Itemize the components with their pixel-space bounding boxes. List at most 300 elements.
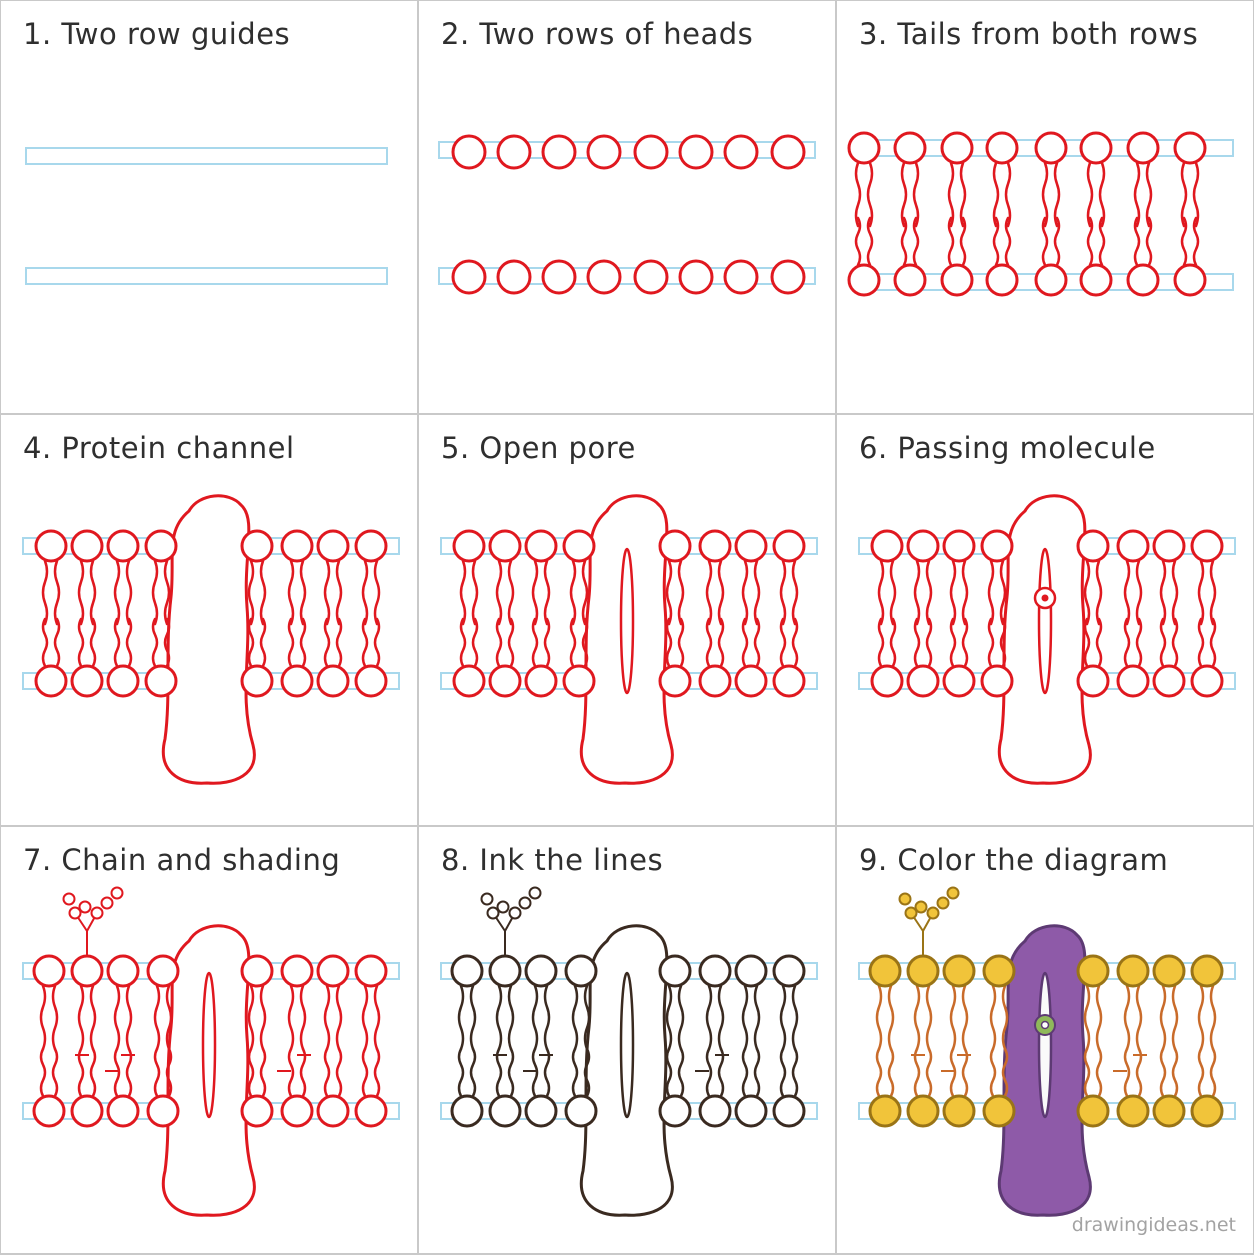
lipid-head — [452, 956, 482, 986]
lipid-tail — [991, 986, 995, 1049]
lipid-tail — [289, 619, 293, 666]
lipid-tail — [533, 619, 537, 666]
lipid-head — [282, 956, 312, 986]
lipid-head — [490, 1096, 520, 1126]
guide-lines — [439, 142, 815, 284]
lipid-tail — [571, 561, 575, 624]
lipid-tail — [902, 163, 906, 226]
lipid-head — [774, 531, 804, 561]
lipid-tail — [471, 986, 475, 1049]
lipid-tail — [509, 619, 513, 666]
step-panel-6 — [835, 413, 1254, 827]
lipid-tail — [989, 561, 993, 624]
lipid-head — [942, 265, 972, 295]
lipid-tail — [533, 561, 537, 624]
lipid-tail — [289, 986, 293, 1049]
lipid-head — [72, 531, 102, 561]
lipid-tail — [927, 986, 931, 1049]
lipid-head — [774, 956, 804, 986]
lipid-tail — [79, 619, 83, 666]
lipid-tail — [1211, 986, 1215, 1049]
lipid-head — [1081, 265, 1111, 295]
lipid-tail — [793, 1049, 797, 1096]
lipid-tail — [781, 986, 785, 1049]
site-watermark: drawingideas.net — [1071, 1214, 1236, 1236]
lipid-tail — [325, 619, 329, 666]
lipid-tail — [573, 1049, 577, 1096]
step-8-drawing — [419, 827, 837, 1255]
lipid-tail — [1097, 561, 1101, 624]
lipid-tail — [1199, 986, 1203, 1049]
lipid-head — [454, 666, 484, 696]
lipid-tail — [889, 986, 893, 1049]
lipid-head — [774, 666, 804, 696]
lipid-head — [1081, 133, 1111, 163]
lipid-tail — [127, 619, 131, 666]
lipid-tail — [509, 986, 513, 1049]
lipid-tail — [1055, 163, 1059, 226]
lipid-tail — [915, 986, 919, 1049]
lipid-head — [1118, 956, 1148, 986]
protein-channel — [163, 496, 254, 783]
lipid-head — [987, 265, 1017, 295]
lipid-head — [242, 666, 272, 696]
lipid-tail — [337, 1049, 341, 1096]
lipid-tail — [55, 561, 59, 624]
lipid-tail — [1137, 986, 1141, 1049]
lipid-head — [148, 956, 178, 986]
lipid-tail — [337, 561, 341, 624]
lipid-tail — [261, 561, 265, 624]
step-title: 7. Chain and shading — [23, 843, 341, 877]
lipid-head — [454, 531, 484, 561]
lipid-head — [984, 956, 1014, 986]
lipid-tail — [43, 619, 47, 666]
lipid-head — [700, 1096, 730, 1126]
lipid-tail — [127, 1049, 131, 1096]
lipid-tail — [573, 986, 577, 1049]
sugar-bead — [482, 894, 493, 905]
lipid-tail — [707, 1049, 711, 1096]
lipid-tail — [1100, 163, 1104, 226]
step-title: 5. Open pore — [441, 431, 636, 465]
step-5-drawing — [419, 415, 837, 827]
lipid-head — [944, 956, 974, 986]
lipid-tail — [545, 1049, 549, 1096]
lipid-tail — [301, 619, 305, 666]
lipid-head — [908, 956, 938, 986]
lipid-head — [452, 1096, 482, 1126]
sugar-bead — [928, 908, 939, 919]
lipid-tail — [1125, 986, 1129, 1049]
sugar-bead — [488, 908, 499, 919]
lipid-tail — [325, 561, 329, 624]
lipid-head — [356, 956, 386, 986]
lipid-tail — [951, 561, 955, 624]
lipid-head — [1036, 265, 1066, 295]
step-1-drawing — [1, 1, 419, 415]
lipid-tail — [1097, 1049, 1101, 1096]
lipid-tail — [91, 986, 95, 1049]
lipid-tail — [363, 619, 367, 666]
lipid-tail — [473, 619, 477, 666]
lipid-head — [908, 666, 938, 696]
lipid-tail — [856, 163, 860, 226]
step-panel-8 — [417, 825, 837, 1255]
lipid-head — [736, 956, 766, 986]
lipid-tail — [497, 561, 501, 624]
lipid-tail — [667, 619, 671, 666]
lipid-tail — [1085, 1049, 1089, 1096]
lipid-head — [1154, 956, 1184, 986]
lipid-tail — [743, 561, 747, 624]
step-title: 6. Passing molecule — [859, 431, 1156, 465]
lipid-head — [566, 956, 596, 986]
channel-pore — [1039, 973, 1051, 1117]
lipid-tail — [879, 561, 883, 624]
lipid-tail — [667, 986, 671, 1049]
lipid-tail — [55, 619, 59, 666]
lipid-head — [870, 956, 900, 986]
lipid-tail — [877, 986, 881, 1049]
lipid-head — [108, 666, 138, 696]
step-title: 8. Ink the lines — [441, 843, 664, 877]
lipid-tail — [459, 1049, 463, 1096]
lipid-head — [660, 666, 690, 696]
lipid-tail — [289, 1049, 293, 1096]
lipid-tail — [1161, 1049, 1165, 1096]
lipid-head — [566, 1096, 596, 1126]
lipid-head — [1192, 956, 1222, 986]
lipid-head — [36, 666, 66, 696]
lipid-head — [849, 133, 879, 163]
lipid-tail — [1173, 619, 1177, 666]
lipid-head — [1118, 1096, 1148, 1126]
lipid-tail — [951, 986, 955, 1049]
lipid-tail — [1137, 1049, 1141, 1096]
lipid-head — [1078, 531, 1108, 561]
lipid-head — [242, 956, 272, 986]
lipid-tail — [461, 619, 465, 666]
lipid-tail — [679, 619, 683, 666]
lipid-tail — [249, 619, 253, 666]
lipid-tail — [1088, 163, 1092, 226]
lipid-tail — [1147, 163, 1151, 226]
lipid-tail — [951, 1049, 955, 1096]
lipid-tail — [153, 561, 157, 624]
step-6-drawing — [837, 415, 1254, 827]
lipid-tail — [337, 986, 341, 1049]
lipid-head — [660, 1096, 690, 1126]
lipid-tail — [375, 986, 379, 1049]
lipid-head — [356, 1096, 386, 1126]
lipid-head — [944, 531, 974, 561]
lipid-tail — [53, 986, 57, 1049]
lipid-head — [108, 956, 138, 986]
lipid-tail — [363, 1049, 367, 1096]
lipid-head — [1175, 265, 1205, 295]
lipid-tail — [891, 561, 895, 624]
lipid-tail — [363, 986, 367, 1049]
lipid-tail — [927, 619, 931, 666]
lipid-tail — [1173, 561, 1177, 624]
lipid-head — [356, 666, 386, 696]
lipid-tail — [497, 1049, 501, 1096]
lipid-tail — [41, 986, 45, 1049]
lipid-tail — [927, 561, 931, 624]
lipid-head — [984, 1096, 1014, 1126]
lipid-tail — [261, 619, 265, 666]
lipid-head — [1154, 666, 1184, 696]
lipid-head — [1154, 1096, 1184, 1126]
lipid-tail — [301, 561, 305, 624]
lipid-head — [774, 1096, 804, 1126]
lipid-head — [1078, 1096, 1108, 1126]
lipid-tail — [1199, 619, 1203, 666]
lipid-tail — [497, 986, 501, 1049]
lipid-tail — [79, 986, 83, 1049]
lipid-tail — [497, 619, 501, 666]
lipid-tail — [545, 986, 549, 1049]
sugar-bead — [938, 898, 949, 909]
lipid-head — [318, 1096, 348, 1126]
channel-pore — [621, 973, 633, 1117]
lipid-head — [1175, 133, 1205, 163]
lipid-tail — [1043, 163, 1047, 226]
lipid-tail — [363, 561, 367, 624]
lipid-head — [700, 531, 730, 561]
lipid-tail — [1085, 619, 1089, 666]
step-title: 1. Two row guides — [23, 17, 291, 51]
lipid-tail — [127, 986, 131, 1049]
lipid-head — [34, 1096, 64, 1126]
lipid-tail — [963, 1049, 967, 1096]
lipid-tail — [707, 619, 711, 666]
lipid-head — [36, 531, 66, 561]
lipid-head — [660, 531, 690, 561]
lipid-head — [146, 531, 176, 561]
lipid-head — [282, 531, 312, 561]
sugar-bead — [948, 888, 959, 899]
lipid-head — [1036, 133, 1066, 163]
lipid-tail — [781, 619, 785, 666]
step-panel-3 — [835, 0, 1254, 415]
lipid-tail — [707, 561, 711, 624]
lipid-tail — [1097, 986, 1101, 1049]
lipid-tail — [325, 986, 329, 1049]
top-guide-line — [26, 148, 387, 164]
lipid-tail — [963, 561, 967, 624]
lipid-tail — [301, 986, 305, 1049]
lipid-head — [1118, 531, 1148, 561]
lipid-tail — [545, 619, 549, 666]
lipid-tail — [79, 1049, 83, 1096]
lipid-head — [1192, 531, 1222, 561]
step-9-drawing — [837, 827, 1254, 1255]
lipid-tail — [915, 561, 919, 624]
glycan-stem — [75, 913, 97, 957]
bottom-guide-line — [26, 268, 387, 284]
lipid-tail — [127, 561, 131, 624]
lipid-head — [108, 531, 138, 561]
lipid-head — [1192, 1096, 1222, 1126]
lipid-head — [282, 1096, 312, 1126]
sugar-bead — [916, 902, 927, 913]
lipid-head — [736, 531, 766, 561]
step-title: 4. Protein channel — [23, 431, 295, 465]
lipid-head — [736, 666, 766, 696]
lipid-head — [242, 531, 272, 561]
lipid-head — [982, 666, 1012, 696]
lipid-tail — [375, 561, 379, 624]
lipid-tail — [115, 561, 119, 624]
lipid-tail — [249, 986, 253, 1049]
lipid-head — [1128, 265, 1158, 295]
lipid-tail — [1161, 561, 1165, 624]
lipid-tail — [261, 986, 265, 1049]
lipid-tail — [963, 619, 967, 666]
sugar-bead — [80, 902, 91, 913]
lipid-tail — [755, 619, 759, 666]
sugar-bead — [92, 908, 103, 919]
step-panel-5 — [417, 413, 837, 827]
lipid-head — [242, 1096, 272, 1126]
lipid-tail — [289, 561, 293, 624]
lipid-tail — [1125, 619, 1129, 666]
lipid-tail — [461, 561, 465, 624]
lipid-tail — [891, 619, 895, 666]
sugar-bead — [906, 908, 917, 919]
lipid-tail — [877, 1049, 881, 1096]
lipid-head — [895, 265, 925, 295]
lipid-tail — [91, 1049, 95, 1096]
lipid-tail — [915, 1049, 919, 1096]
lipid-head — [736, 1096, 766, 1126]
lipid-tail — [719, 986, 723, 1049]
lipid-tail — [1194, 163, 1198, 226]
lipid-tail — [545, 561, 549, 624]
lipid-tail — [719, 619, 723, 666]
lipid-head — [318, 531, 348, 561]
lipid-tail — [1161, 619, 1165, 666]
lipid-tail — [41, 1049, 45, 1096]
lipid-head — [982, 531, 1012, 561]
lipid-tail — [337, 619, 341, 666]
lipid-tail — [1137, 561, 1141, 624]
lipid-tail — [755, 1049, 759, 1096]
lipid-head — [872, 666, 902, 696]
lipid-tail — [719, 1049, 723, 1096]
lipid-head — [72, 1096, 102, 1126]
lipid-tail — [1006, 163, 1010, 226]
sugar-bead — [112, 888, 123, 899]
step-4-drawing — [1, 415, 419, 827]
lipid-head — [700, 666, 730, 696]
lipid-tail — [707, 986, 711, 1049]
bottom-head-row — [453, 261, 804, 293]
lipid-tail — [915, 619, 919, 666]
lipid-head — [1078, 666, 1108, 696]
lipid-tail — [249, 1049, 253, 1096]
sugar-bead — [900, 894, 911, 905]
sugar-bead — [70, 908, 81, 919]
glycan-stem — [911, 913, 933, 957]
channel-pore — [621, 549, 633, 693]
lipid-tail — [571, 619, 575, 666]
lipid-tail — [679, 561, 683, 624]
lipid-head — [282, 666, 312, 696]
lipid-tail — [679, 1049, 683, 1096]
lipid-head — [908, 1096, 938, 1126]
lipid-head — [870, 1096, 900, 1126]
lipid-tail — [1085, 561, 1089, 624]
lipid-head — [148, 1096, 178, 1126]
lipid-tail — [301, 1049, 305, 1096]
lipid-head — [564, 666, 594, 696]
lipid-head — [526, 1096, 556, 1126]
lipid-tail — [949, 163, 953, 226]
lipid-tail — [1137, 619, 1141, 666]
lipid-head — [1078, 956, 1108, 986]
lipid-head — [1118, 666, 1148, 696]
lipid-tail — [53, 1049, 57, 1096]
sugar-bead — [102, 898, 113, 909]
top-head-row — [453, 136, 804, 168]
lipid-tail — [115, 619, 119, 666]
lipid-tail — [261, 1049, 265, 1096]
lipid-tail — [473, 561, 477, 624]
lipid-tail — [155, 1049, 159, 1096]
lipid-head — [490, 956, 520, 986]
step-panel-2 — [417, 0, 837, 415]
lipid-tail — [927, 1049, 931, 1096]
step-title: 3. Tails from both rows — [859, 17, 1199, 51]
lipid-head — [987, 133, 1017, 163]
lipid-tail — [1085, 986, 1089, 1049]
lipid-tail — [79, 561, 83, 624]
step-panel-4 — [0, 413, 419, 827]
step-panel-7 — [0, 825, 419, 1255]
lipid-tail — [375, 1049, 379, 1096]
lipid-tail — [793, 561, 797, 624]
lipid-tail — [963, 986, 967, 1049]
lipid-tail — [375, 619, 379, 666]
lipid-tail — [91, 619, 95, 666]
lipid-tail — [879, 619, 883, 666]
sugar-bead — [530, 888, 541, 899]
lipid-tail — [743, 986, 747, 1049]
lipid-head — [356, 531, 386, 561]
lipid-tail — [1211, 1049, 1215, 1096]
lipid-tail — [994, 163, 998, 226]
step-panel-9 — [835, 825, 1254, 1255]
lipid-head — [895, 133, 925, 163]
lipid-head — [108, 1096, 138, 1126]
lipid-head — [318, 666, 348, 696]
lipid-head — [660, 956, 690, 986]
lipid-tail — [1097, 619, 1101, 666]
lipid-tail — [991, 1049, 995, 1096]
sugar-bead — [64, 894, 75, 905]
lipid-tail — [1161, 986, 1165, 1049]
lipid-tail — [1173, 1049, 1177, 1096]
lipid-head — [146, 666, 176, 696]
lipid-tail — [1125, 1049, 1129, 1096]
lipid-tail — [43, 561, 47, 624]
lipid-head — [490, 666, 520, 696]
lipid-tail — [1125, 561, 1129, 624]
glycan-stem — [493, 913, 515, 957]
